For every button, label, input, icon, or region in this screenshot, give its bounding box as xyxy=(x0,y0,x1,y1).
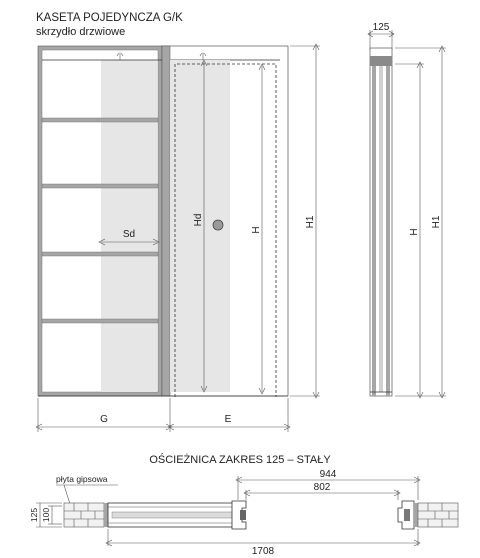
front-view xyxy=(36,44,320,432)
right-wall xyxy=(418,503,458,527)
hd-label: Hd xyxy=(193,213,204,227)
dim-125: 125 xyxy=(29,507,39,523)
door-leaf xyxy=(101,60,157,392)
section-door-leaf xyxy=(112,512,236,518)
rail-4 xyxy=(42,319,158,323)
section-handle xyxy=(240,510,246,520)
board-label: płyta gipsowa xyxy=(56,474,108,484)
side-stud-left xyxy=(372,56,376,396)
left-board xyxy=(104,503,108,527)
section-view xyxy=(29,469,458,557)
side-door-leaf xyxy=(379,62,383,392)
rail-2 xyxy=(42,184,158,188)
h-label: H xyxy=(251,226,262,234)
dim-944: 944 xyxy=(319,469,337,480)
sd-label: Sd xyxy=(122,229,136,240)
dim-802: 802 xyxy=(313,482,331,493)
e-label: E xyxy=(224,414,232,425)
drawing-title: KASETA POJEDYNCZA G/K xyxy=(36,12,183,24)
drawing-subtitle: skrzydło drzwiowe xyxy=(36,26,126,38)
side-track xyxy=(370,56,392,66)
dim-100: 100 xyxy=(41,507,51,523)
g-label: G xyxy=(100,414,108,425)
side-view xyxy=(368,22,446,398)
side-h-label: H xyxy=(409,228,420,236)
side-stud-right xyxy=(386,56,390,396)
right-board xyxy=(414,503,418,527)
rail-1 xyxy=(42,118,158,122)
dim-1708: 1708 xyxy=(251,546,275,557)
side-width-label: 125 xyxy=(372,22,390,33)
h1-label: H1 xyxy=(305,215,316,229)
left-wall xyxy=(64,503,104,527)
rail-3 xyxy=(42,252,158,256)
right-jamb-insert xyxy=(404,509,410,521)
section-title: OŚCIEŻNICA ZAKRES 125 – STAŁY xyxy=(149,454,331,466)
jamb-post xyxy=(162,46,170,396)
side-h1-label: H1 xyxy=(431,215,442,229)
door-handle-icon xyxy=(213,220,223,230)
